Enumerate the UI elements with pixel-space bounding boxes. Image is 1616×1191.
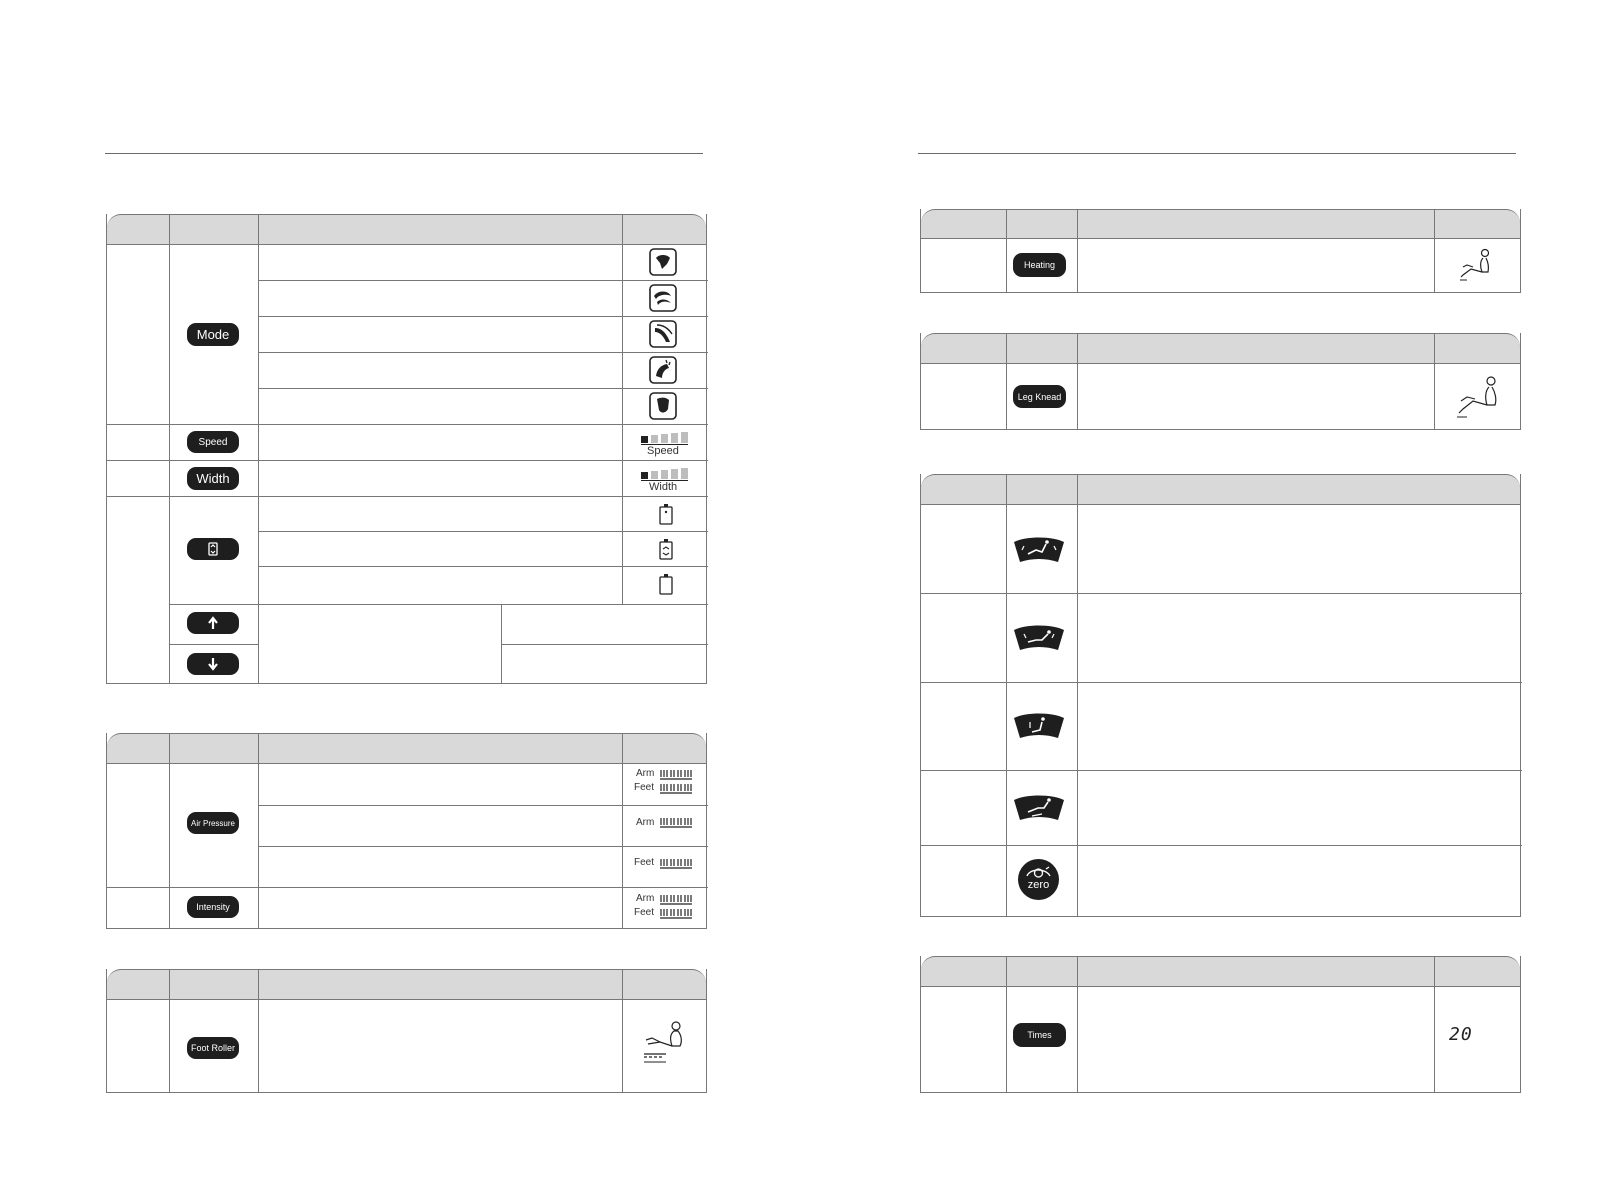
recline-back-button[interactable]: [1012, 534, 1066, 564]
heating-button[interactable]: Heating: [1013, 253, 1066, 277]
press-hand-icon: [649, 392, 677, 420]
up-button[interactable]: [187, 612, 239, 634]
arm-level-bars-icon: [660, 768, 692, 780]
times-button[interactable]: Times: [1013, 1023, 1066, 1047]
leg-knead-button[interactable]: Leg Knead: [1013, 385, 1066, 408]
leg-extend-button[interactable]: [1012, 792, 1066, 822]
leg-rest-button[interactable]: [1012, 710, 1066, 740]
top-rule-left: [105, 153, 703, 154]
foot-roller-button[interactable]: Foot Roller: [187, 1037, 239, 1059]
shiatsu-hand-icon: [649, 248, 677, 276]
recline-table: [920, 474, 1521, 917]
feet-level-bars-icon: [660, 857, 692, 869]
table-header: [921, 209, 1520, 239]
zero-gravity-icon: [1024, 864, 1053, 880]
arrow-up-icon: [207, 616, 219, 630]
timer-display: 20: [1449, 1024, 1473, 1045]
feet-level-bars-icon: [660, 907, 692, 919]
heating-figure-icon: [1457, 247, 1493, 283]
feet-label: Feet: [634, 907, 655, 918]
position-button[interactable]: [187, 538, 239, 560]
feet-label: Feet: [634, 857, 655, 868]
tap-hand-icon: [649, 320, 677, 348]
leg-knead-table: [920, 333, 1521, 430]
arm-label: Arm: [636, 768, 655, 779]
speed-level-label: Speed: [647, 445, 679, 457]
table-header: [107, 733, 706, 764]
down-button[interactable]: [187, 653, 239, 675]
arm-label: Arm: [636, 893, 655, 904]
zero-gravity-button[interactable]: [1018, 859, 1059, 900]
feet-level-bars-icon: [660, 782, 692, 794]
air-pressure-button[interactable]: Air Pressure: [187, 812, 239, 834]
knead-hand-icon: [649, 284, 677, 312]
table-header: [921, 956, 1520, 987]
zero-label: zero: [1027, 879, 1050, 891]
table-header: [107, 969, 706, 1000]
foot-roller-table: [106, 969, 707, 1093]
speed-button[interactable]: Speed: [187, 431, 239, 453]
arm-label: Arm: [636, 817, 655, 828]
table-header: [921, 333, 1520, 364]
mode-button[interactable]: Mode: [187, 323, 239, 346]
feet-label: Feet: [634, 782, 655, 793]
table-header: [107, 214, 706, 245]
position-middle-icon: [658, 539, 674, 561]
timer-table: [920, 956, 1521, 1093]
position-top-icon: [658, 504, 674, 526]
position-icon: [206, 541, 220, 557]
arm-level-bars-icon: [660, 816, 692, 828]
position-bottom-icon: [658, 574, 674, 596]
clap-hand-icon: [649, 356, 677, 384]
foot-roller-figure-icon: [640, 1018, 688, 1066]
width-level-label: Width: [649, 481, 678, 493]
leg-knead-figure-icon: [1453, 375, 1501, 421]
width-button[interactable]: Width: [187, 467, 239, 490]
top-rule-right: [918, 153, 1516, 154]
recline-forward-button[interactable]: [1012, 622, 1066, 652]
arrow-down-icon: [207, 657, 219, 671]
intensity-button[interactable]: Intensity: [187, 896, 239, 918]
table-header: [921, 474, 1520, 505]
arm-level-bars-icon: [660, 893, 692, 905]
heating-table: [920, 209, 1521, 293]
